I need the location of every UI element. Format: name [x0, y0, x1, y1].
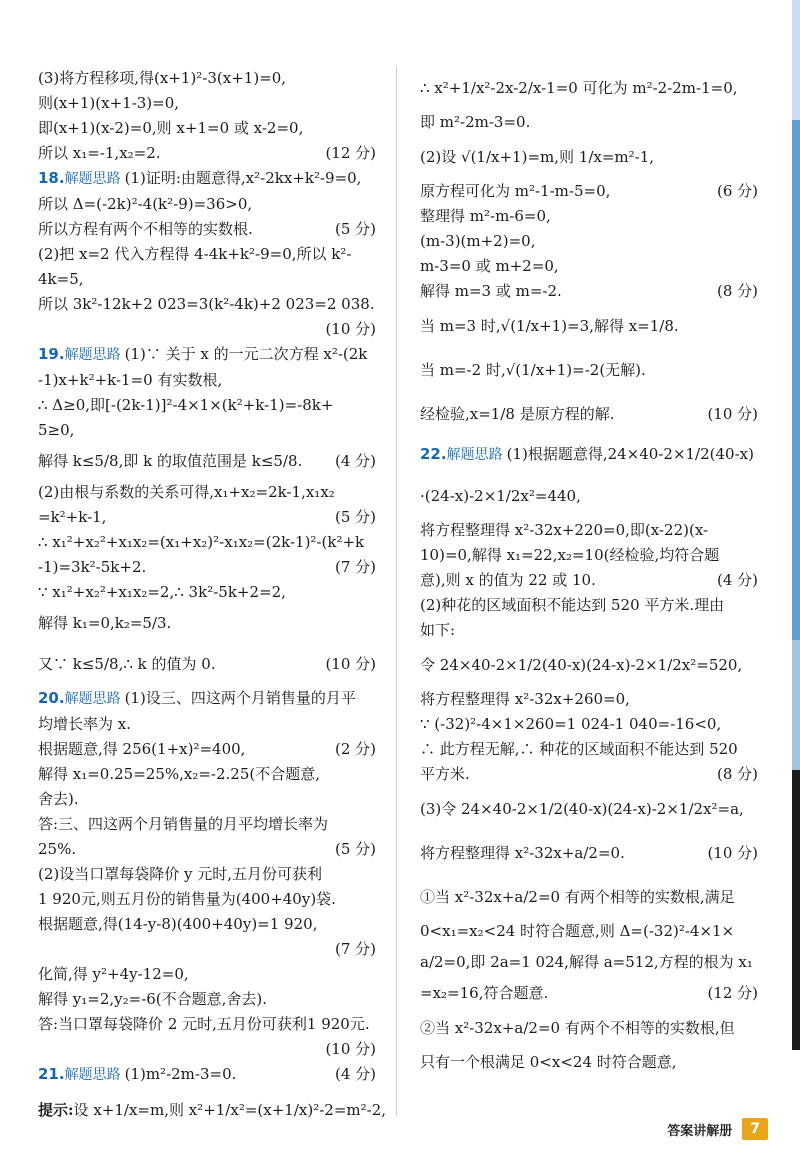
line-body: 解得 y₁=2,y₂=-6(不合题意,舍去). [38, 990, 268, 1008]
line-body: 解得 k≤5/8,即 k 的取值范围是 k≤5/8. [38, 452, 303, 470]
line-text [420, 204, 551, 229]
line-body: 原方程可化为 m²-1-m-5=0, [420, 182, 611, 200]
edge-strip [792, 640, 800, 770]
question-number: 22. [420, 445, 447, 463]
solution-line [38, 91, 376, 116]
line-body: 即 m²-2m-3=0. [420, 113, 531, 131]
line-body: 设 x+1/x=m,则 x²+1/x²=(x+1/x)²-2=m²-2, [73, 1101, 387, 1119]
line-text [38, 368, 222, 393]
line-body: =x₂=16,符合题意. [420, 984, 549, 1002]
solution-label: 解题思路 [64, 171, 121, 187]
solution-line [420, 712, 758, 737]
line-body: 所以 Δ=(-2k)²-4(k²-9)=36>0, [38, 195, 253, 213]
line-body: (1)∵ 关于 x 的一元二次方程 x²-(2k [124, 345, 368, 363]
line-text [38, 217, 253, 242]
solution-line [420, 66, 758, 110]
hint-label: 提示: [38, 1101, 74, 1119]
solution-line [420, 944, 758, 981]
line-body: 化简,得 y²+4y-12=0, [38, 965, 189, 983]
score-mark: (10 分) [325, 320, 376, 338]
score-mark: (4 分) [716, 571, 758, 589]
solution-line [420, 831, 758, 875]
score-mark: (6 分) [716, 182, 758, 200]
solution-line [38, 762, 376, 787]
solution-line [420, 135, 758, 179]
line-text [38, 91, 179, 116]
line-text [420, 919, 734, 944]
line-text [38, 530, 364, 555]
line-text [38, 480, 335, 505]
line-text [38, 1062, 236, 1088]
question-number: 19. [38, 345, 65, 363]
line-body: 当 m=3 时,√(1/x+1)=3,解得 x=1/8. [420, 317, 679, 335]
line-text [38, 393, 333, 418]
line-text [38, 686, 356, 712]
line-body: (2)由根与系数的关系可得,x₁+x₂=2k-1,x₁x₂ [38, 483, 335, 501]
solution-line [420, 229, 758, 254]
line-text [420, 229, 535, 254]
score-mark: (7 分) [334, 940, 376, 958]
line-text [420, 762, 470, 787]
line-body: -1)=3k²-5k+2. [38, 558, 147, 576]
solution-line [420, 643, 758, 687]
line-text [420, 643, 742, 687]
line-text [420, 110, 530, 135]
line-text [420, 875, 735, 919]
line-text [420, 687, 630, 712]
line-text [38, 342, 367, 368]
solution-line [38, 480, 376, 505]
solution-line [38, 737, 376, 762]
line-text [38, 555, 146, 580]
line-text [38, 292, 375, 317]
line-text [420, 712, 721, 737]
solution-line [420, 110, 758, 135]
score-mark: (4 分) [334, 452, 376, 470]
line-body: (1)m²-2m-3=0. [124, 1065, 237, 1083]
solution-label: 解题思路 [446, 447, 503, 463]
line-body: 根据题意,得 256(1+x)²=400, [38, 740, 246, 758]
score-mark: (10 分) [325, 1040, 376, 1058]
line-body: ∴ 此方程无解,∴ 种花的区域面积不能达到 520 [420, 740, 738, 758]
line-text [420, 348, 646, 392]
solution-line [38, 418, 376, 443]
line-text [420, 831, 625, 875]
solution-line [38, 642, 376, 686]
solution-line [38, 530, 376, 555]
solution-line [38, 887, 376, 912]
score-mark: (10 分) [707, 405, 758, 423]
line-text [38, 267, 84, 292]
solution-line [38, 686, 376, 712]
line-text [38, 837, 76, 862]
score-mark: (7 分) [334, 558, 376, 576]
solution-line [38, 317, 376, 342]
line-body: ·(24-x)-2×1/2x²=440, [420, 487, 581, 505]
line-text [38, 737, 245, 762]
line-body: m-3=0 或 m+2=0, [420, 257, 559, 275]
line-body: 则(x+1)(x+1-3)=0, [38, 94, 180, 112]
line-body: 1 920元,则五月份的销售量为(400+40y)袋. [38, 890, 336, 908]
solution-line [420, 593, 758, 618]
line-body: ∴ x²+1/x²-2x-2/x-1=0 可化为 m²-2-2m-1=0, [420, 79, 738, 97]
line-text [38, 580, 286, 605]
line-body: 解得 x₁=0.25=25%,x₂=-2.25(不合题意, [38, 765, 321, 783]
solution-line [38, 937, 376, 962]
solution-label: 解题思路 [64, 691, 121, 707]
question-number: 21. [38, 1065, 65, 1083]
line-text [420, 787, 744, 831]
solution-line [38, 166, 376, 192]
line-text [420, 474, 581, 518]
solution-line [38, 342, 376, 368]
edge-strip [792, 120, 800, 640]
solution-label: 解题思路 [64, 1067, 121, 1083]
line-text [38, 605, 171, 642]
line-text [38, 862, 322, 887]
solution-line [420, 304, 758, 348]
solution-line [38, 141, 376, 166]
line-body: 5≥0, [38, 421, 75, 439]
line-body: 所以方程有两个不相等的实数根. [38, 220, 253, 238]
line-body: 所以 3k²-12k+2 023=3(k²-4k)+2 023=2 038. [38, 295, 375, 313]
line-body: (1)根据题意得,24×40-2×1/2(40-x) [506, 445, 754, 463]
line-text [420, 593, 724, 618]
score-mark: (8 分) [716, 765, 758, 783]
solution-line [38, 812, 376, 837]
line-body: 又∵ k≤5/8,∴ k 的值为 0. [38, 655, 216, 673]
solution-line [420, 618, 758, 643]
line-text [38, 192, 252, 217]
line-text [420, 618, 455, 643]
line-text [420, 737, 738, 762]
line-text [420, 568, 596, 593]
column-divider [396, 66, 397, 1116]
line-body: 将方程整理得 x²-32x+a/2=0. [420, 844, 625, 862]
line-text [38, 712, 131, 737]
line-body: 意),则 x 的值为 22 或 10. [420, 571, 596, 589]
line-body: (3)将方程移项,得(x+1)²-3(x+1)=0, [38, 69, 287, 87]
solution-line [38, 1088, 387, 1132]
score-mark: (10 分) [707, 844, 758, 862]
solution-line [38, 912, 376, 937]
solution-line [38, 1062, 376, 1088]
line-text [420, 944, 753, 981]
line-body: 平方米. [420, 765, 470, 783]
line-body: ∵ (-32)²-4×1×260=1 024-1 040=-16<0, [420, 715, 722, 733]
solution-label: 解题思路 [64, 347, 121, 363]
line-body: (1)设三、四这两个月销售量的月平 [124, 689, 356, 707]
solution-line [38, 443, 376, 480]
solution-line [38, 267, 376, 292]
line-body: 所以 x₁=-1,x₂=2. [38, 144, 161, 162]
solution-line [420, 981, 758, 1006]
solution-line [38, 787, 376, 812]
solution-line [38, 1037, 376, 1062]
line-text [38, 987, 267, 1012]
line-body: 如下: [420, 621, 456, 639]
solution-line [420, 762, 758, 787]
line-body: 舍去). [38, 790, 79, 808]
line-text [420, 304, 679, 348]
solution-line [420, 1050, 758, 1075]
solution-line [420, 687, 758, 712]
solution-line [420, 279, 758, 304]
line-text [38, 912, 317, 937]
line-text [38, 443, 302, 480]
question-number: 18. [38, 169, 65, 187]
solution-line [38, 242, 376, 267]
line-body: (1)证明:由题意得,x²-2kx+k²-9=0, [124, 169, 362, 187]
solution-line [38, 505, 376, 530]
solution-line [38, 292, 376, 317]
line-text [38, 762, 320, 787]
solution-line [38, 862, 376, 887]
page-footer [667, 1118, 768, 1140]
line-body: 令 24×40-2×1/2(40-x)(24-x)-2×1/2x²=520, [420, 656, 743, 674]
solution-line [38, 987, 376, 1012]
line-text [420, 543, 719, 568]
left-column [38, 66, 387, 1132]
line-body: (2)设 √(1/x+1)=m,则 1/x=m²-1, [420, 148, 655, 166]
solution-line [38, 393, 376, 418]
line-text [38, 418, 74, 443]
right-column [420, 66, 758, 1075]
score-mark: (5 分) [334, 840, 376, 858]
line-text [420, 254, 559, 279]
line-text [38, 1088, 386, 1132]
line-text [38, 505, 106, 530]
line-text [38, 1012, 370, 1037]
line-body: 即(x+1)(x-2)=0,则 x+1=0 或 x-2=0, [38, 119, 304, 137]
solution-line [420, 787, 758, 831]
score-mark: (5 分) [334, 220, 376, 238]
solution-line [420, 254, 758, 279]
line-body: 答:当口罩每袋降价 2 元时,五月份可获利1 920元. [38, 1015, 370, 1033]
line-body: 解得 m=3 或 m=-2. [420, 282, 562, 300]
line-body: 根据题意,得(14-y-8)(400+40y)=1 920, [38, 915, 318, 933]
solution-line [420, 518, 758, 543]
line-text [420, 981, 548, 1006]
line-body: 将方程整理得 x²-32x+260=0, [420, 690, 630, 708]
solution-line [420, 204, 758, 229]
solution-line [38, 962, 376, 987]
line-text [38, 642, 216, 686]
line-body: 25%. [38, 840, 77, 858]
line-text [38, 242, 351, 267]
solution-line [38, 192, 376, 217]
line-body: 答:三、四这两个月销售量的月平均增长率为 [38, 815, 329, 833]
line-body: (3)令 24×40-2×1/2(40-x)(24-x)-2×1/2x²=a, [420, 800, 744, 818]
line-body: (2)设当口罩每袋降价 y 元时,五月份可获利 [38, 865, 323, 883]
line-text [38, 166, 361, 192]
line-text [420, 1006, 735, 1050]
line-body: ①当 x²-32x+a/2=0 有两个相等的实数根,满足 [420, 888, 735, 906]
line-body: ∵ x₁²+x₂²+x₁x₂=2,∴ 3k²-5k+2=2, [38, 583, 286, 601]
line-text [38, 887, 336, 912]
line-body: =k²+k-1, [38, 508, 107, 526]
line-body: 10)=0,解得 x₁=22,x₂=10(经检验,均符合题 [420, 546, 720, 564]
solution-line [420, 543, 758, 568]
edge-strip [792, 0, 800, 120]
solution-line [38, 605, 376, 642]
line-body: 经检验,x=1/8 是原方程的解. [420, 405, 615, 423]
line-body: 只有一个根满足 0<x<24 时符合题意, [420, 1053, 677, 1071]
line-body: ∴ x₁²+x₂²+x₁x₂=(x₁+x₂)²-x₁x₂=(2k-1)²-(k²+k [38, 533, 365, 551]
solution-line [420, 875, 758, 919]
question-number: 20. [38, 689, 65, 707]
line-text [420, 518, 708, 543]
score-mark: (5 分) [334, 508, 376, 526]
solution-line [38, 712, 376, 737]
solution-line [38, 580, 376, 605]
line-body: (2)把 x=2 代入方程得 4-4k+k²-9=0,所以 k²- [38, 245, 352, 263]
score-mark: (2 分) [334, 740, 376, 758]
line-text [420, 1050, 677, 1075]
line-body: 当 m=-2 时,√(1/x+1)=-2(无解). [420, 361, 646, 379]
line-body: (2)种花的区域面积不能达到 520 平方米.理由 [420, 596, 725, 614]
line-text [420, 392, 614, 436]
line-text [420, 66, 738, 110]
solution-line [420, 1006, 758, 1050]
page-number: 7 [742, 1118, 768, 1140]
line-body: 4k=5, [38, 270, 84, 288]
score-mark: (4 分) [334, 1065, 376, 1083]
line-text [420, 135, 654, 179]
line-body: -1)x+k²+k-1=0 有实数根, [38, 371, 223, 389]
solution-line [420, 919, 758, 944]
line-text [38, 812, 328, 837]
line-text [420, 179, 610, 204]
line-body: 整理得 m²-m-6=0, [420, 207, 551, 225]
solution-line [420, 348, 758, 392]
solution-line [38, 116, 376, 141]
footer-label: 答案讲解册 [667, 1123, 733, 1139]
solution-line [38, 66, 376, 91]
solution-line [38, 368, 376, 393]
line-text [420, 279, 562, 304]
solution-line [420, 179, 758, 204]
line-text [38, 787, 79, 812]
score-mark: (8 分) [716, 282, 758, 300]
line-body: 0<x₁=x₂<24 时符合题意,则 Δ=(-32)²-4×1× [420, 922, 735, 940]
line-body: 将方程整理得 x²-32x+220=0,即(x-22)(x- [420, 521, 709, 539]
line-body: 解得 k₁=0,k₂=5/3. [38, 614, 172, 632]
line-text [38, 962, 189, 987]
line-text [420, 436, 754, 474]
solution-line [38, 837, 376, 862]
solution-line [420, 474, 758, 518]
line-body: ②当 x²-32x+a/2=0 有两个不相等的实数根,但 [420, 1019, 735, 1037]
line-text [38, 141, 161, 166]
solution-line [420, 436, 758, 474]
line-body: ∴ Δ≥0,即[-(2k-1)]²-4×1×(k²+k-1)=-8k+ [38, 396, 334, 414]
line-text [38, 116, 303, 141]
line-body: a/2=0,即 2a=1 024,解得 a=512,方程的根为 x₁ [420, 953, 753, 971]
solution-line [420, 568, 758, 593]
solution-line [38, 217, 376, 242]
edge-strip [792, 770, 800, 1050]
score-mark: (12 分) [707, 984, 758, 1002]
line-body: 均增长率为 x. [38, 715, 131, 733]
line-text [38, 66, 286, 91]
score-mark: (10 分) [325, 655, 376, 673]
line-body: (m-3)(m+2)=0, [420, 232, 536, 250]
score-mark: (12 分) [325, 144, 376, 162]
solution-line [420, 737, 758, 762]
solution-line [38, 555, 376, 580]
solution-line [420, 392, 758, 436]
solution-line [38, 1012, 376, 1037]
